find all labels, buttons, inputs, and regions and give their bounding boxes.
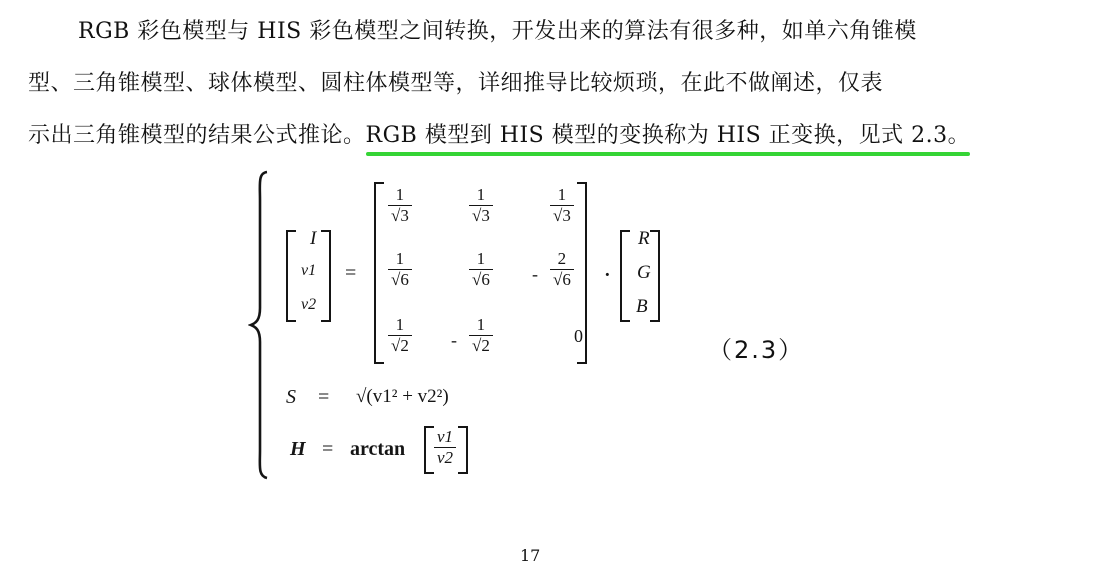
rhs-entry-r: R <box>638 228 650 249</box>
paragraph-line-3 <box>28 110 1088 162</box>
paragraph-line-2: 型、三角锥模型、球体模型、圆柱体模型等，详细推导比较烦琐，在此不做阐述，仅表 <box>28 71 884 96</box>
matrix-cell-denominator: √6 <box>469 269 493 289</box>
matrix-cell-denominator: √3 <box>388 205 412 225</box>
hue-equals-sign: = <box>322 438 334 460</box>
matrix-equals-sign: = <box>345 262 357 284</box>
matrix-cell-numerator: 1 <box>476 185 486 204</box>
lhs-vector-right-bracket <box>321 230 331 322</box>
matrix-cell-denominator: √6 <box>388 269 412 289</box>
matrix-cell <box>469 316 493 355</box>
matrix-minus-sign: - <box>451 330 457 350</box>
matrix-cell-numerator: 1 <box>476 249 486 268</box>
matrix-left-bracket <box>374 182 384 364</box>
saturation-symbol: S <box>286 386 296 408</box>
paragraph-line-1: RGB 彩色模型与 HIS 彩色模型之间转换，开发出来的算法有很多种，如单六角锥模 <box>78 19 917 44</box>
hue-left-bracket <box>424 426 434 474</box>
matrix-cell <box>550 186 574 225</box>
hue-numerator: v1 <box>437 427 454 446</box>
lhs-vector-left-bracket <box>286 230 296 322</box>
rhs-entry-g: G <box>637 262 651 283</box>
rhs-vector-right-bracket <box>650 230 660 322</box>
saturation-equals-sign: = <box>318 386 330 408</box>
highlighted-sentence: RGB 模型到 HIS 模型的变换称为 HIS 正变换，见式 2.3。 <box>365 123 971 148</box>
lhs-entry-v2: v2 <box>301 296 317 313</box>
matrix-cell-denominator: √3 <box>550 205 574 225</box>
matrix-cell <box>469 250 493 289</box>
matrix-cell-denominator: √2 <box>388 335 412 355</box>
hue-arctan: arctan <box>350 438 406 460</box>
hue-denominator: v2 <box>434 447 456 467</box>
matrix-cell: 0 <box>574 326 583 346</box>
hue-right-bracket <box>458 426 468 474</box>
matrix-cell-denominator: √2 <box>469 335 493 355</box>
matrix-cell-denominator: √3 <box>469 205 493 225</box>
matrix-cell <box>388 186 412 225</box>
lhs-entry-v1: v1 <box>301 262 317 279</box>
matrix-minus-sign: - <box>532 264 538 284</box>
matrix-cell-numerator: 1 <box>476 315 486 334</box>
matrix-cell <box>388 316 412 355</box>
equation-number: （2.3） <box>708 336 805 364</box>
left-curly-brace <box>248 170 272 480</box>
body-paragraph <box>28 6 1088 162</box>
matrix-cell-numerator: 2 <box>557 249 567 268</box>
saturation-formula: √(v1² + v2²) <box>356 386 449 407</box>
matrix-cell <box>469 186 493 225</box>
matrix-cell-numerator: 1 <box>395 249 405 268</box>
matrix-cell-numerator: 1 <box>557 185 567 204</box>
matrix-cell-denominator: √6 <box>550 269 574 289</box>
multiply-dot: · <box>603 260 612 289</box>
matrix-cell <box>388 250 412 289</box>
matrix-cell-numerator: 1 <box>395 185 405 204</box>
lhs-entry-i: I <box>310 228 317 249</box>
rhs-entry-b: B <box>636 296 648 317</box>
rhs-vector-left-bracket <box>620 230 630 322</box>
matrix-cell <box>550 250 574 289</box>
hue-fraction <box>434 428 456 467</box>
paragraph-line-3-prefix: 示出三角锥模型的结果公式推论。 <box>28 123 366 148</box>
matrix-cell-numerator: 1 <box>395 315 405 334</box>
hue-symbol: H <box>290 438 306 460</box>
page-number: 17 <box>520 546 541 565</box>
